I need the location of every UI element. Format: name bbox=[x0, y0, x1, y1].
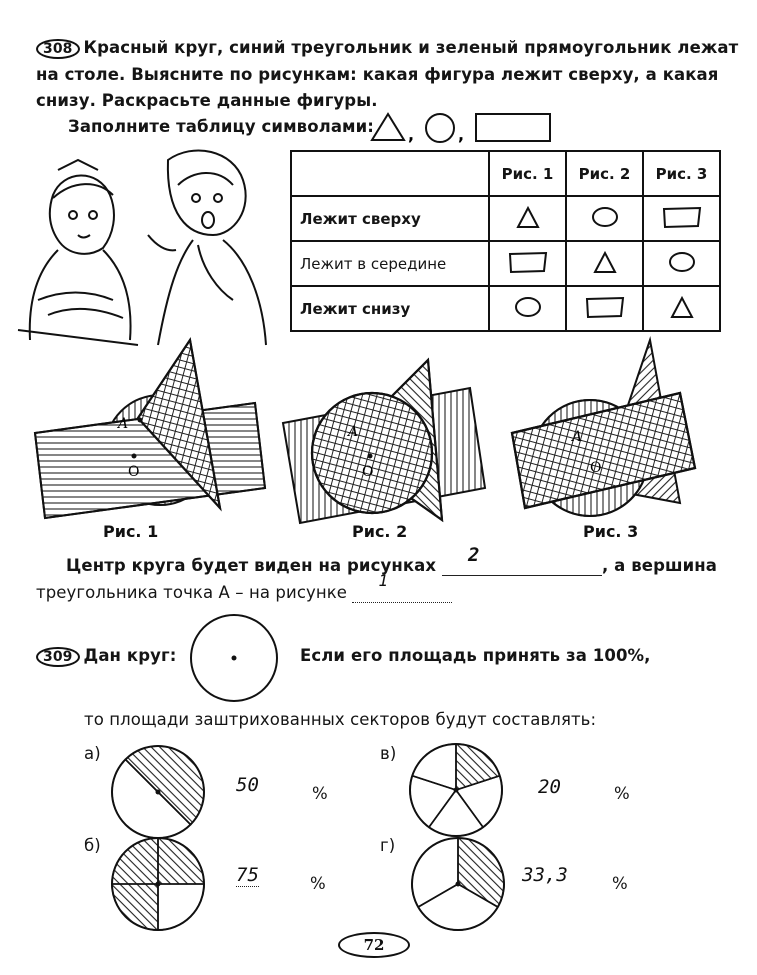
sector bbox=[429, 790, 483, 836]
figure-1 bbox=[30, 338, 260, 518]
center-sentence bbox=[66, 544, 718, 576]
center-dot bbox=[156, 882, 161, 887]
center-answer: 2 bbox=[467, 544, 480, 566]
circle-symbol-icon bbox=[660, 248, 704, 276]
triangle-symbol-icon bbox=[583, 248, 627, 276]
figure-2-caption: Рис. 2 bbox=[352, 522, 408, 541]
row-label: Лежит снизу bbox=[291, 286, 489, 331]
sector bbox=[412, 838, 458, 907]
table-header-cell: Рис. 3 bbox=[643, 151, 720, 196]
figure-3-caption: Рис. 3 bbox=[583, 522, 639, 541]
table-row bbox=[291, 286, 720, 331]
sector bbox=[410, 776, 456, 827]
shape-cell bbox=[643, 196, 720, 241]
answer-a: 50 bbox=[236, 774, 259, 796]
center-sentence-text: Центр круга будет виден на рисунках bbox=[66, 556, 437, 575]
circle-symbol-icon bbox=[583, 203, 627, 231]
figure-1-caption: Рис. 1 bbox=[103, 522, 159, 541]
rectangle-symbol-icon bbox=[660, 203, 704, 231]
answer-g: 33,3 bbox=[522, 864, 568, 886]
figure-3 bbox=[510, 338, 715, 523]
rectangle-symbol-icon bbox=[476, 114, 550, 141]
row-label: Лежит сверху bbox=[291, 196, 489, 241]
sector-circle-a bbox=[108, 742, 208, 842]
row-label: Лежит в середине bbox=[291, 241, 489, 286]
table-header-cell: Рис. 1 bbox=[489, 151, 566, 196]
center-dot bbox=[156, 790, 161, 795]
page-number: 72 bbox=[338, 932, 410, 958]
fill-table-prompt: Заполните таблицу символами: bbox=[68, 117, 375, 136]
shape-cell bbox=[643, 286, 720, 331]
task-309-condition: Если его площадь принять за 100%, bbox=[300, 646, 651, 665]
shape-cell bbox=[489, 241, 566, 286]
children-illustration bbox=[18, 140, 268, 350]
vertex-answer-blank bbox=[352, 571, 452, 603]
shapes-table bbox=[290, 150, 721, 332]
answer-b: 75 bbox=[236, 864, 259, 886]
vertex-sentence bbox=[36, 571, 452, 603]
vertex-answer: 1 bbox=[378, 571, 389, 590]
table-header-row bbox=[291, 151, 720, 196]
rectangle-symbol-icon bbox=[583, 293, 627, 321]
shape-cell bbox=[489, 196, 566, 241]
sector-circle-g bbox=[408, 834, 508, 934]
task-308-line2: на столе. Выясните по рисункам: какая фигура лежит сверху, а какая bbox=[36, 65, 719, 84]
triangle-symbol-icon bbox=[506, 203, 550, 231]
task-number-309: 309 bbox=[36, 647, 80, 667]
rectangle-symbol-icon bbox=[506, 248, 550, 276]
task-309-intro bbox=[36, 646, 176, 667]
svg-text:A: A bbox=[118, 416, 129, 432]
task-308-line1-text: Красный круг, синий треугольник и зеленый прямоугольник лежат bbox=[83, 38, 739, 57]
shaded-sector bbox=[125, 746, 204, 825]
item-letter: а) bbox=[84, 744, 101, 763]
circle-shape bbox=[312, 393, 432, 513]
shape-cell bbox=[643, 241, 720, 286]
svg-text:O: O bbox=[362, 464, 374, 480]
shape-cell bbox=[566, 286, 643, 331]
table-corner-cell bbox=[291, 151, 489, 196]
task-309-question: то площади заштрихованных секторов будут составлять: bbox=[84, 710, 597, 729]
figure-2 bbox=[280, 338, 500, 523]
shape-cell bbox=[489, 286, 566, 331]
shape-cell bbox=[566, 196, 643, 241]
center-sentence-tail: , а вершина bbox=[601, 556, 718, 575]
point-o bbox=[132, 454, 137, 459]
table-row bbox=[291, 241, 720, 286]
point-a bbox=[138, 418, 143, 423]
triangle-symbol-icon bbox=[660, 293, 704, 321]
given-circle bbox=[188, 612, 280, 704]
task-308-line1 bbox=[36, 38, 738, 59]
unit-v: % bbox=[614, 784, 630, 803]
item-letter: в) bbox=[380, 744, 397, 763]
center-answer-blank bbox=[442, 544, 602, 576]
shape-cell bbox=[566, 241, 643, 286]
point-o bbox=[368, 454, 373, 459]
item-letter: б) bbox=[84, 836, 101, 855]
svg-text:,: , bbox=[408, 125, 415, 144]
task-309-intro-text: Дан круг: bbox=[83, 646, 177, 665]
sector bbox=[412, 744, 456, 790]
center-dot bbox=[456, 882, 461, 887]
unit-g: % bbox=[612, 874, 628, 893]
symbol-legend bbox=[368, 110, 558, 146]
item-letter: г) bbox=[380, 836, 396, 855]
center-dot bbox=[454, 788, 459, 793]
circle-symbol-icon bbox=[426, 114, 454, 142]
svg-text:,: , bbox=[458, 125, 465, 144]
svg-text:A: A bbox=[348, 424, 359, 440]
unit-b: % bbox=[310, 874, 326, 893]
svg-text:O: O bbox=[590, 460, 602, 476]
task-number-308: 308 bbox=[36, 39, 80, 59]
task-308-line3: снизу. Раскрасьте данные фигуры. bbox=[36, 91, 378, 110]
answer-v: 20 bbox=[538, 776, 561, 798]
sector-circle-v bbox=[406, 740, 506, 840]
vertex-sentence-text: треугольника точка A – на рисунке bbox=[36, 583, 348, 602]
svg-text:A: A bbox=[572, 429, 583, 445]
table-row bbox=[291, 196, 720, 241]
circle-symbol-icon bbox=[506, 293, 550, 321]
svg-text:O: O bbox=[128, 464, 140, 480]
table-header-cell: Рис. 2 bbox=[566, 151, 643, 196]
triangle-symbol-icon bbox=[372, 114, 404, 140]
sector-circle-b bbox=[108, 834, 208, 934]
unit-a: % bbox=[312, 784, 328, 803]
